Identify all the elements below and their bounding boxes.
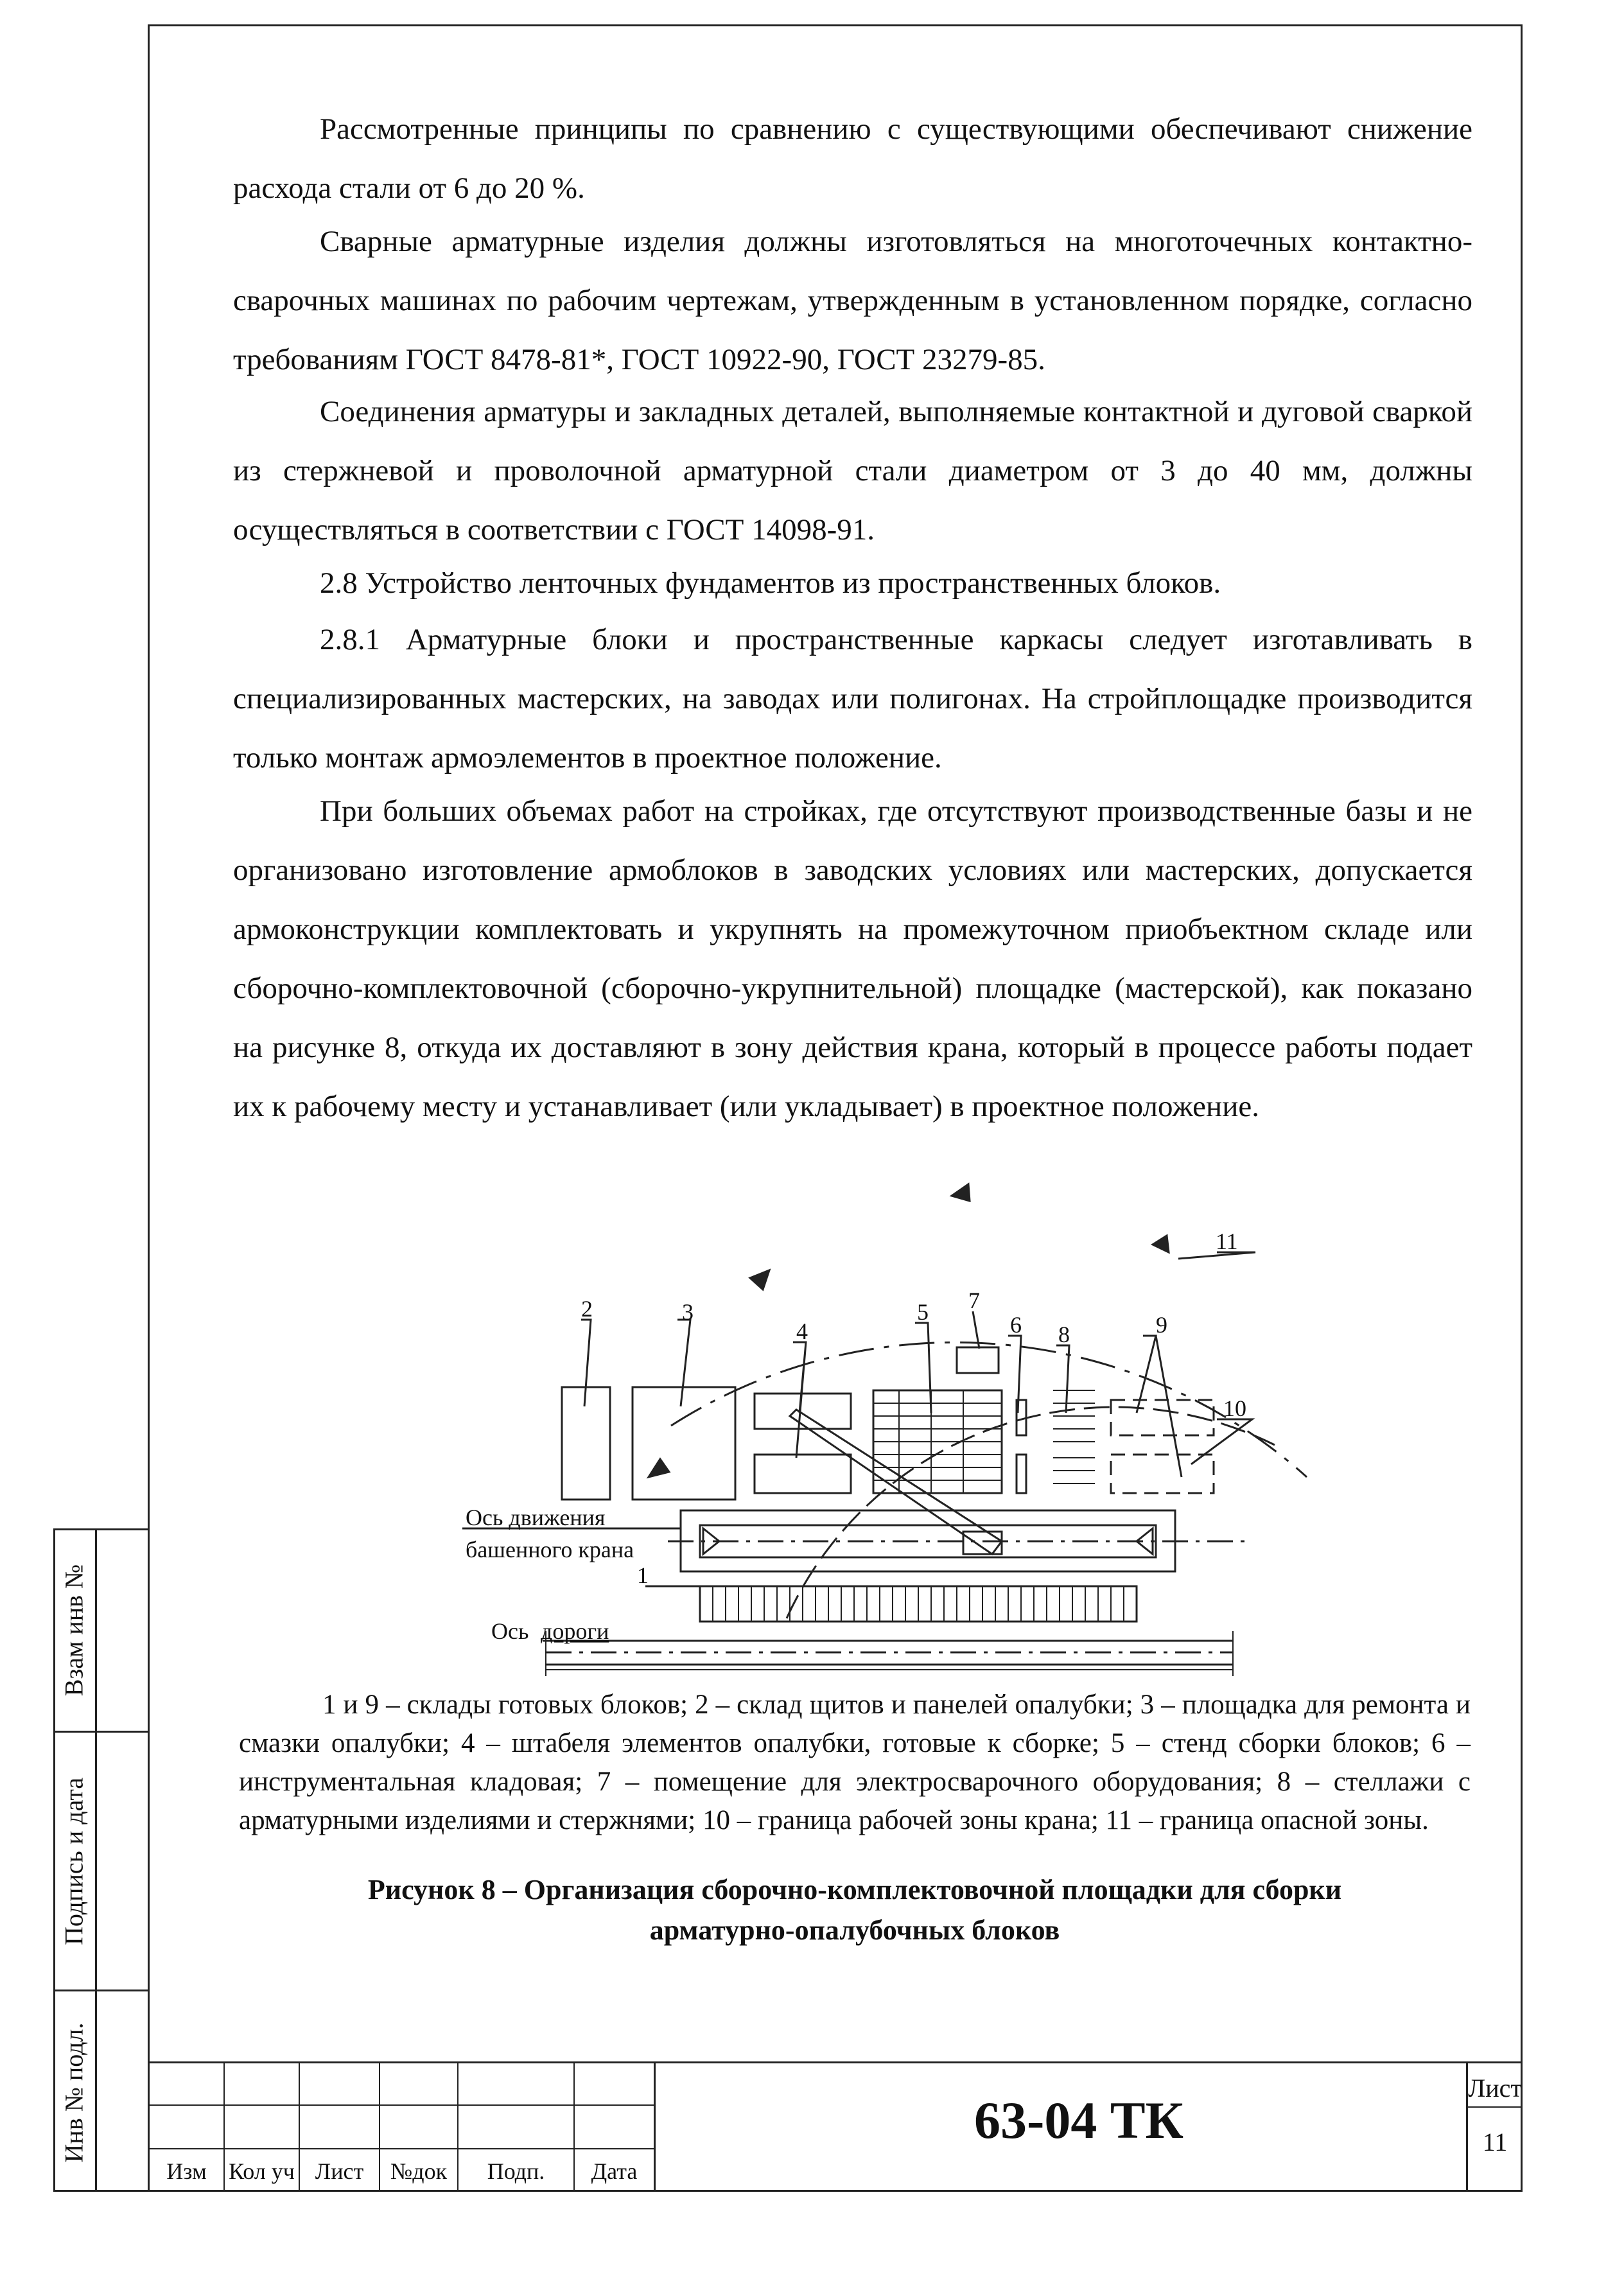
sheet-label: Лист bbox=[1468, 2074, 1522, 2103]
col-izm: Изм bbox=[166, 2158, 207, 2184]
zone-8-racks bbox=[1053, 1390, 1095, 1483]
col-podp: Подп. bbox=[487, 2158, 545, 2184]
podpis-data-label: Подпись и дата bbox=[59, 1777, 89, 1946]
paragraph-2: Сварные арматурные изделия должны изготовляться на многоточечных контактно-сварочных машинах по рабочим чертежам, утвержденным в установленном порядке, согласно требованиям ГОСТ 8478-81*, ГОСТ 10922-90, ГОСТ 23279-85. bbox=[233, 225, 1472, 376]
label-11: 11 bbox=[1216, 1229, 1238, 1254]
title-block-sheet-row bbox=[1466, 2106, 1522, 2108]
paragraph-1: Рассмотренные принципы по сравнению с существующими обеспечивают снижение расхода стали от 6 до 20 %. bbox=[233, 112, 1472, 205]
label-2: 2 bbox=[581, 1296, 593, 1322]
danger-zone-boundary bbox=[671, 1342, 1307, 1477]
arc-arrow-1 bbox=[750, 1270, 769, 1290]
road-dimension bbox=[546, 1631, 1233, 1676]
label-10: 10 bbox=[1223, 1395, 1246, 1421]
sheet-number: 11 bbox=[1482, 2128, 1508, 2156]
figure-title-line1: Рисунок 8 – Организация сборочно-комплектовочной площадки для сборки bbox=[367, 1874, 1342, 1905]
zone-7-welding-room bbox=[957, 1347, 999, 1373]
paragraph-section-2-8: 2.8 Устройство ленточных фундаментов из пространственных блоков. bbox=[320, 566, 1221, 600]
document-code: 63-04 ТК bbox=[974, 2091, 1183, 2149]
label-5: 5 bbox=[917, 1299, 929, 1325]
label-1: 1 bbox=[637, 1562, 649, 1588]
zone-4-stack-bottom bbox=[755, 1455, 851, 1493]
paragraph-6: При больших объемах работ на стройках, где отсутствуют производственные базы и не организовано изготовление армоблоков в заводских условиях или мастерских, допускается армоконструкции комплектовать и укрупнять на промежуточном приобъектном складе или сборочно-комплектовочной (сборочно-укрупнительной) площадке (мастерской), как показано на рисунке 8, откуда их доставляют в зону действия крана, который в процессе работы подает их к рабочему месту и устанавливает (или укладывает) в проектное положение. bbox=[233, 794, 1472, 1123]
paragraph-3: Соединения арматуры и закладных деталей, выполняемые контактной и дуговой сваркой из стержневой и проволочной арматурной стали диаметром от 3 до 40 мм, должны осуществляться в соответствии с ГОСТ 14098-91. bbox=[233, 395, 1472, 547]
leader-4 bbox=[793, 1342, 806, 1458]
leader-5 bbox=[915, 1323, 931, 1413]
zone-3-repair-area bbox=[633, 1387, 735, 1500]
title-block-top bbox=[148, 2061, 1522, 2063]
label-6: 6 bbox=[1010, 1312, 1022, 1338]
col-list: Лист bbox=[315, 2158, 364, 2184]
leader-2 bbox=[581, 1320, 591, 1406]
figure-caption: 1 и 9 – склады готовых блоков; 2 – склад щитов и панелей опалубки; 3 – площадка для ремонта и смазки опалубки; 4 – штабеля элементов опалубки, готовые к сборке; 5 – стенд сборки блоков; 6 – инструментальная кладовая; 7 – помещение для электросварочного оборудования; 8 – стеллажи с арматурными изделиями и стержнями; 10 – граница рабочей зоны крана; 11 – граница опасной зоны. bbox=[239, 1690, 1471, 1835]
crane-axis-label-2: башенного крана bbox=[466, 1537, 634, 1562]
vzam-inv-label: Взам инв № bbox=[59, 1564, 89, 1697]
crane-base bbox=[963, 1532, 1002, 1554]
label-4: 4 bbox=[796, 1318, 808, 1344]
leader-9 bbox=[1137, 1336, 1182, 1477]
figure-title-line2: арматурно-опалубочных блоков bbox=[649, 1914, 1060, 1946]
leader-3 bbox=[677, 1320, 690, 1406]
zone-6-tool-storage-bottom bbox=[1017, 1455, 1026, 1493]
paragraph-2-8-1: 2.8.1 Арматурные блоки и пространственные каркасы следует изготавливать в специализированных мастерских, на заводах или полигонах. На стройплощадке производится только монтаж армоэлементов в проектное положение. bbox=[233, 623, 1472, 774]
zone-2-panel-storage bbox=[562, 1387, 610, 1500]
road-axis-label-prefix: Ось bbox=[491, 1618, 529, 1644]
crane-axis-label-1: Ось движения bbox=[466, 1505, 606, 1530]
zone-9-storage-bottom bbox=[1111, 1455, 1214, 1493]
arc-arrow-2 bbox=[952, 1184, 970, 1201]
zone-1-hatching bbox=[713, 1586, 1124, 1622]
leader-10 bbox=[1191, 1419, 1252, 1464]
zone-5-hatching bbox=[873, 1390, 1002, 1493]
label-8: 8 bbox=[1058, 1322, 1070, 1347]
col-ndok: №док bbox=[390, 2158, 448, 2184]
label-7: 7 bbox=[968, 1288, 980, 1313]
col-data: Дата bbox=[591, 2158, 638, 2184]
arc-arrow-3 bbox=[1153, 1236, 1169, 1252]
leader-6 bbox=[1008, 1336, 1021, 1413]
arc-arrow-4 bbox=[649, 1459, 669, 1477]
zone-4-stack-top bbox=[755, 1394, 851, 1429]
col-kol-uch: Кол уч bbox=[229, 2158, 295, 2184]
label-3: 3 bbox=[682, 1299, 694, 1325]
road-axis-label-word: дороги bbox=[541, 1618, 609, 1644]
title-block-main-divider bbox=[654, 2061, 656, 2192]
label-9: 9 bbox=[1156, 1312, 1167, 1338]
inv-podl-label: Инв № подл. bbox=[59, 2022, 89, 2163]
